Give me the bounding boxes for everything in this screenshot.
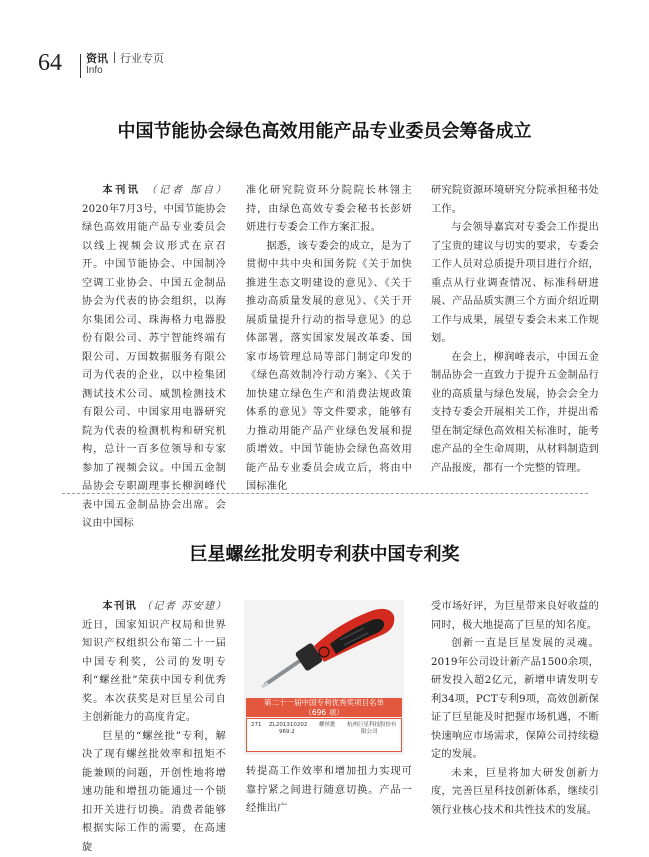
article2-col3-p2: 创新一直是巨星发展的灵魂。2019年公司设计新产品1500余项，研发投入超2亿元，新增申请发明专利34项，PCT专利9项，高效创新保证了巨星能及时把握市场机遇，不断快速响应市场需求，保障公司持续稳定的发展。: [431, 635, 599, 765]
award-row-number: 271: [251, 722, 262, 729]
award-banner-title: 第二十一届中国专利优秀奖项目名单: [246, 698, 402, 708]
award-row-company: [347, 722, 397, 736]
article2-title: 巨星螺丝批发明专利获中国专利奖: [0, 540, 649, 566]
award-row-patent-no: [269, 722, 307, 736]
page-number: 64: [38, 50, 62, 77]
article2-col1-p1: 近日，国家知识产权局和世界知识产权组织公布第二十一届中国专利奖，公司的发明专利“螺丝批”荣获中国专利优秀奖。本次获奖是对巨星公司自主创新能力的高度肯定。: [82, 620, 226, 724]
article2-col3-p3: 未来，巨星将加大研发创新力度，完善巨星科技创新体系，继续引领行业核心技术和共性技术的发展。: [431, 765, 599, 821]
article2-col2-p1: 转提高工作效率和增加扭力实现可靠拧紧之间进行随意切换。产品一经推出广: [246, 763, 412, 819]
award-row-patent-no-b: 969.2: [269, 729, 307, 736]
article2-column-1: [82, 598, 226, 857]
article1-lead: 本刊讯: [102, 185, 140, 196]
section-separator: [114, 52, 115, 63]
article1-col3-p1: 研究院资源环境研究分院承担秘书处工作。: [431, 182, 599, 219]
award-row-patent-no-a: ZL201310202: [269, 722, 307, 729]
article1-column-1: [82, 182, 226, 534]
article1-col1-text: 2020年7月3号，中国节能协会绿色高效用能产品专业委员会以线上视频会议形式在京召开。中国节能协会、中国制冷空调工业协会、中国五金制品协会为代表的协会组织，以海尔集团公司、珠海格力电器股份有限公司、苏宁智能终端有限公司、万国数据服务有限公司为代表的企业，以中检集团测试技术公司、威凯检测技术有限公司、中国家用电器研究院为代表的检测机构和研究机构，总计一百多位领导和专家参加了视频会议。中国五金制品协会专职副理事长柳润峰代表中国五金制品协会出席。会议由中国标: [82, 204, 226, 530]
article1-col2-p1: 准化研究院资环分院院长林翎主持，由绿色高效专委会秘书长彭妍妍进行专委会工作方案汇报。: [246, 182, 412, 238]
section-label-en: Info: [86, 65, 103, 76]
award-row-name: 螺丝批: [319, 722, 336, 729]
article1-col3-p3: 在会上，柳润峰表示，中国五金制品协会一直致力于提升五金制品行业的高质量与绿色发展，协会会全力支持专委会开展相关工作，并提出希望在制定绿色高效相关标准时，能考虑产品的全生命周期，从材料制造到产品报废，都有一个完整的管理。: [431, 349, 599, 479]
subsection-label: 行业专页: [120, 50, 164, 66]
article2-col3-p1: 受市场好评，为巨星带来良好收益的同时，极大地提高了巨星的知名度。: [431, 598, 599, 635]
award-row-company-a: 杭州巨星科技股份有: [347, 722, 397, 729]
article1-column-2: [246, 182, 412, 497]
article1-column-3: [431, 182, 599, 478]
screwdriver-photo: [244, 600, 404, 755]
award-banner-count: （696 项）: [246, 708, 402, 718]
article-divider: [62, 493, 588, 494]
article1-col3-p2: 与会领导嘉宾对专委会工作提出了宝贵的建议与切实的要求，专委会工作人员对总质提升项目进行介绍，重点从行业调查情况、标准科研进展、产品品质实测三个方面介绍近期工作与成果，展望专委会未来工作规划。: [431, 219, 599, 349]
section-label: 资讯: [86, 50, 108, 66]
article1-byline: （记者 郜自）: [146, 185, 226, 196]
article2-column-2: [246, 763, 412, 819]
article1-title: 中国节能协会绿色高效用能产品专业委员会筹备成立: [0, 117, 649, 143]
award-table-row: [246, 718, 402, 752]
screwdriver-icon: [244, 600, 404, 698]
article2-col1-p2: 巨星的“螺丝批”专利，解决了现有螺丝批效率和扭矩不能兼顾的问题，开创性地将增速功能和增扭功能通过一个锁扣开关进行切换。消费者能够根据实际工作的需要，在高速旋: [82, 728, 226, 857]
award-row-company-b: 限公司: [347, 729, 397, 736]
header-divider: [80, 54, 81, 78]
article1-col2-p2: 据悉，该专委会的成立，是为了贯彻中共中央和国务院《关于加快推进生态文明建设的意见》、《关于推动高质量发展的意见》、《关于开展质量提升行动的指导意见》的总体部署，落实国家发展改革委、国家市场管理总局等部门制定印发的《绿色高效制冷行动方案》、《关于加快建立绿色生产和消费法规政策体系的意见》等文件要求，能够有力推动用能产品产业绿色发展和提质增效。中国节能协会绿色高效用能产品专业委员会成立后，将由中国标准化: [246, 238, 412, 497]
article2-byline: （记者 苏安建）: [142, 601, 226, 612]
award-banner: [246, 698, 402, 717]
article2-lead: 本刊讯: [102, 601, 137, 612]
article2-column-3: [431, 598, 599, 820]
